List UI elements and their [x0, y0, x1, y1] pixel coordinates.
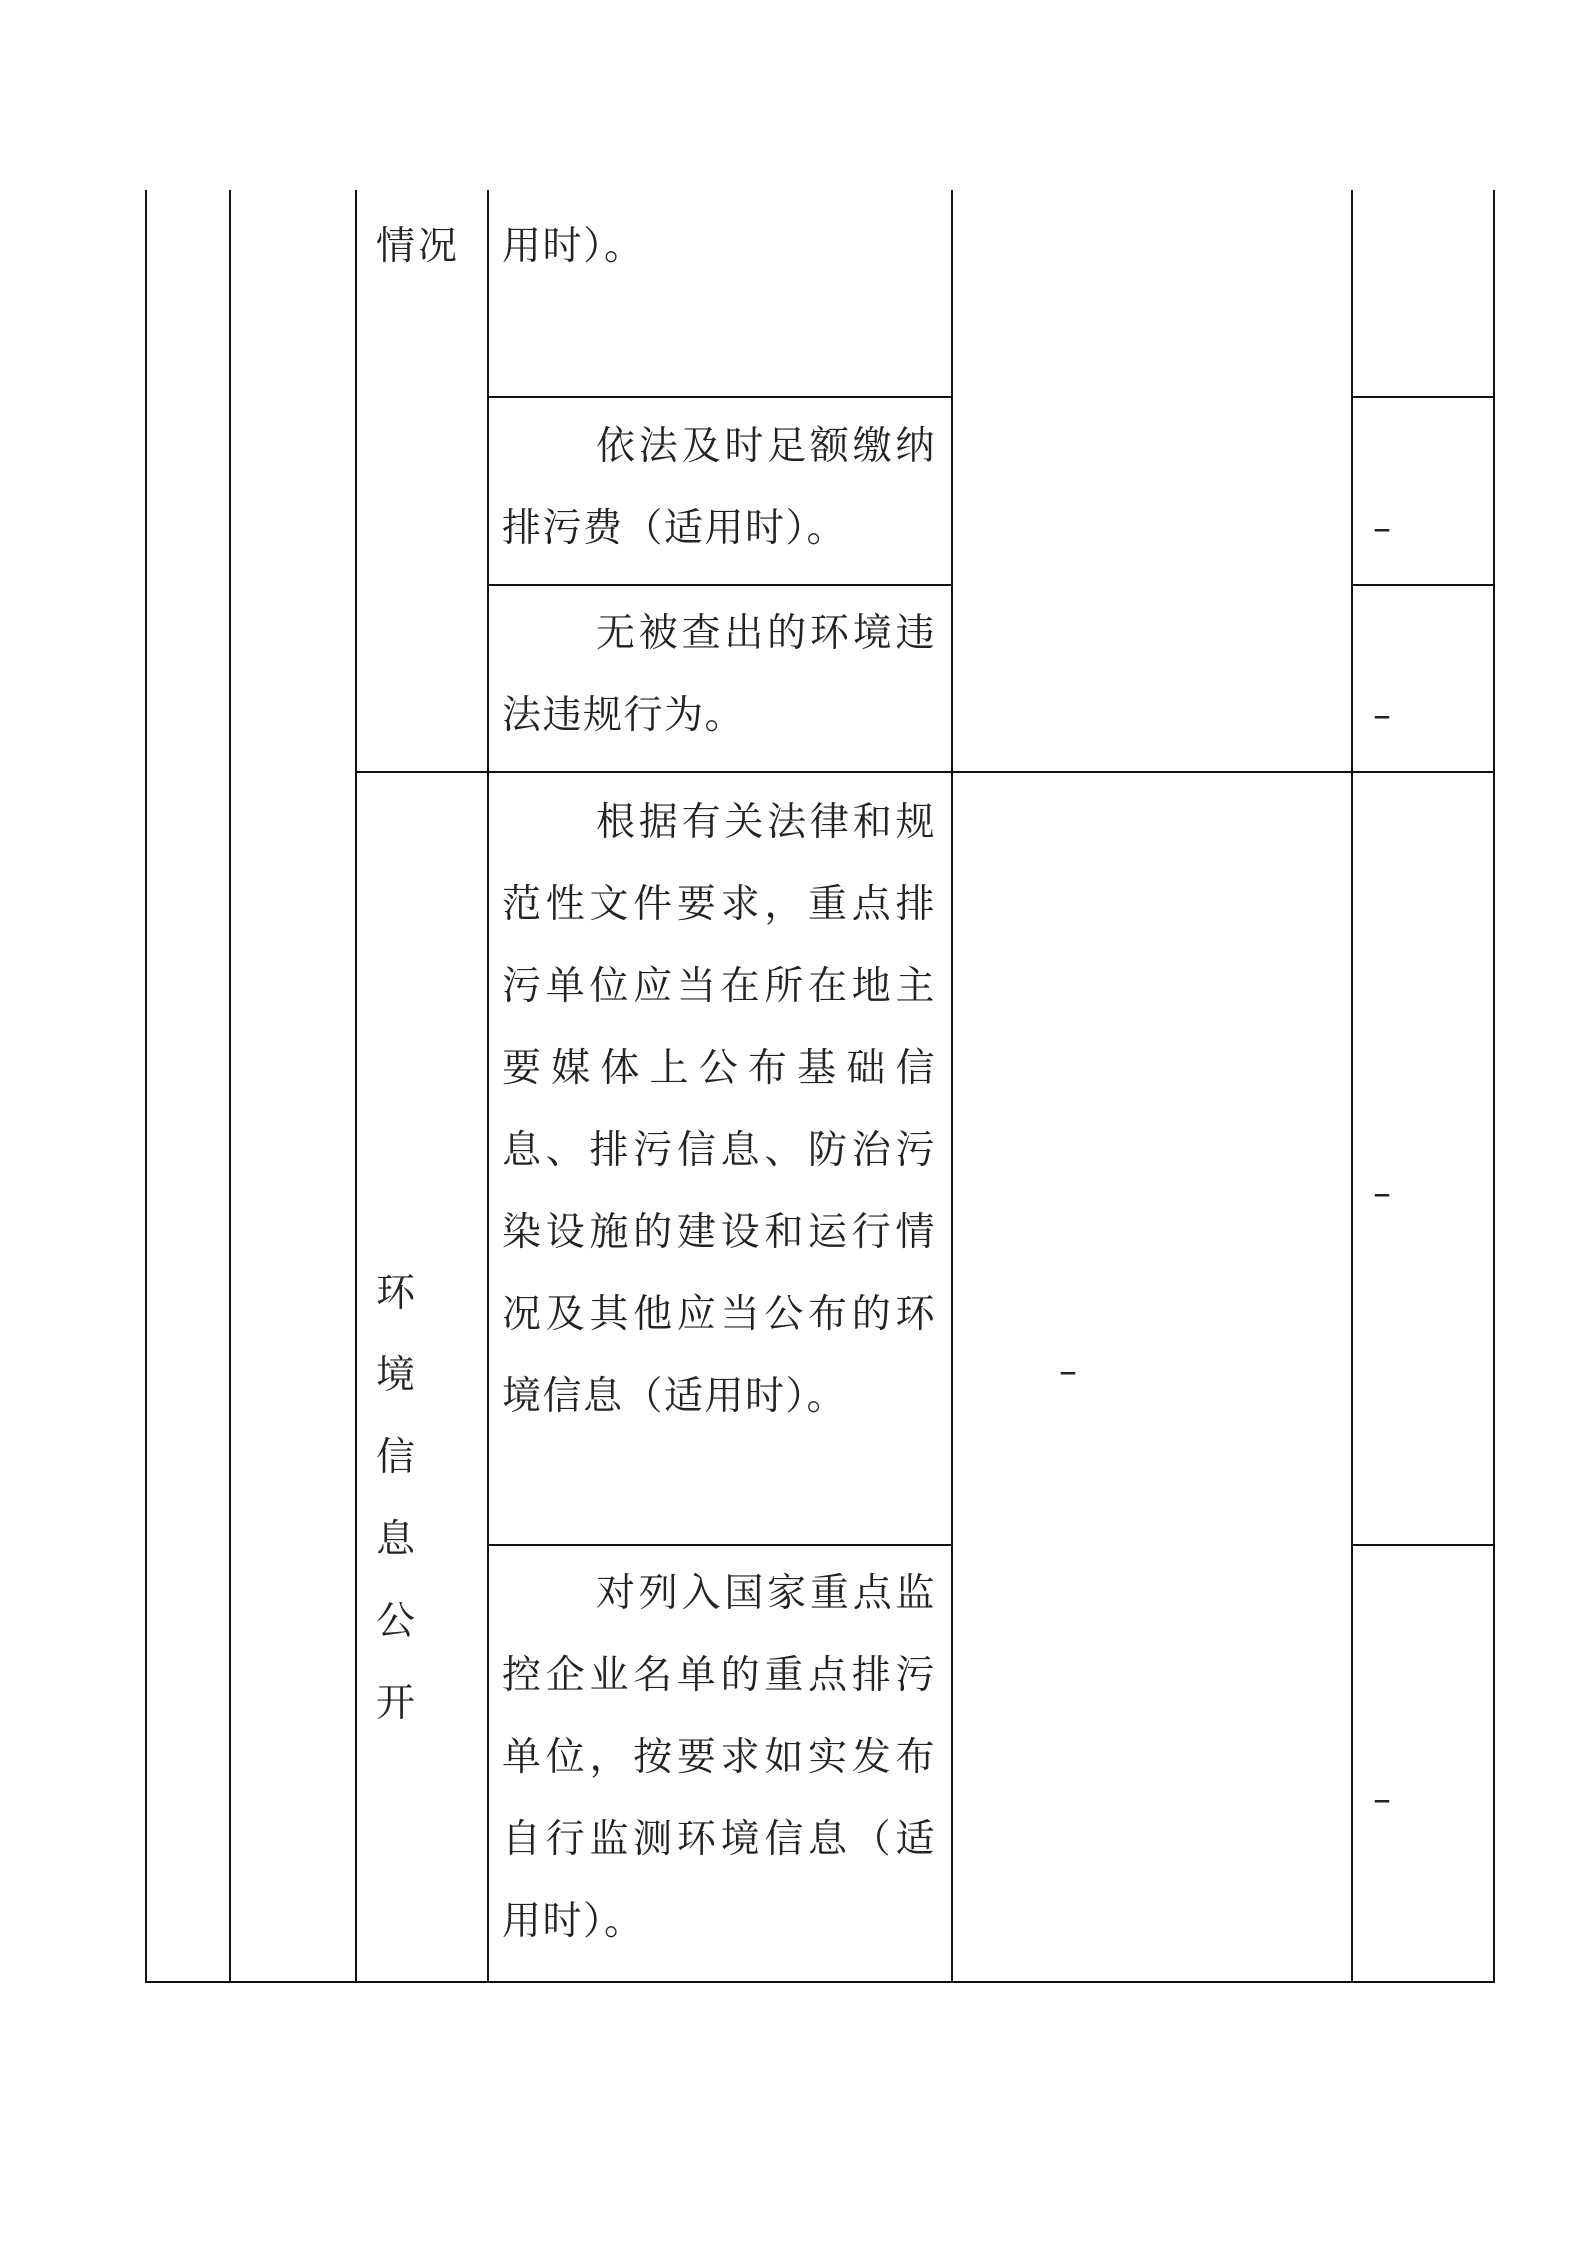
group-mark: –	[1059, 1351, 1077, 1392]
row-divider-1a	[487, 396, 953, 398]
table-border-bottom	[145, 1981, 1495, 1983]
requirement-cell: 对列入国家重点监控企业名单的重点排污单位，按要求如实发布自行监测环境信息（适用时）。	[502, 1571, 936, 1944]
table-col-divider-3	[487, 190, 489, 1983]
row-divider-4a	[487, 1544, 953, 1546]
table-col-divider-4	[951, 190, 953, 1983]
requirement-cell: 根据有关法律和规范性文件要求，重点排污单位应当在所在地主要媒体上公布基础信息、排污信息、防治污染设施的建设和运行情况及其他应当公布的环境信息（适用时）。	[502, 800, 936, 1419]
table-border-right	[1493, 190, 1495, 1983]
category-env-disclosure: 环境信息公开	[376, 1271, 430, 1726]
row-mark: –	[1373, 695, 1391, 736]
requirement-cell: 无被查出的环境违法违规行为。	[502, 611, 936, 738]
row-mark: –	[1373, 1173, 1391, 1214]
table-col-divider-5	[1351, 190, 1353, 1983]
category-fragment-top: 情况	[376, 224, 461, 269]
requirement-cell: 依法及时足额缴纳排污费（适用时）。	[502, 424, 936, 551]
row-divider-3	[355, 771, 1495, 773]
table-col-divider-2	[355, 190, 357, 1983]
row-divider-1b	[1351, 396, 1495, 398]
row-divider-2a	[487, 584, 953, 586]
row-divider-4b	[1351, 1544, 1495, 1546]
row-mark: –	[1373, 508, 1391, 549]
row-mark: –	[1373, 1779, 1391, 1820]
requirement-cell: 用时）。	[502, 224, 645, 269]
table-border-left	[145, 190, 147, 1983]
table-col-divider-1	[229, 190, 231, 1983]
row-divider-2b	[1351, 584, 1495, 586]
